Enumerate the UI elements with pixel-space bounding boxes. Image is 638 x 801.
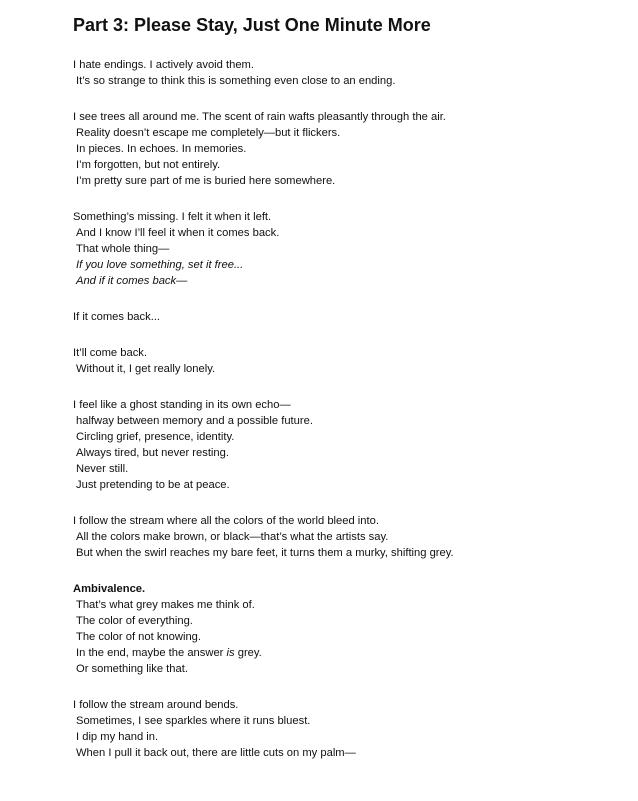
document-body [73, 57, 613, 781]
text-line: But when the swirl reaches my bare feet, it turns them a murky, shifting grey. [76, 547, 454, 559]
text-segment: In the end, maybe the answer [76, 647, 227, 659]
emphasized-word: is [226, 647, 235, 659]
text-line: I see trees all around me. The scent of rain wafts pleasantly through the air. [73, 111, 446, 123]
paragraph [73, 345, 613, 377]
text-line: The color of not knowing. [76, 631, 201, 643]
text-line: Always tired, but never resting. [76, 447, 229, 459]
text-line: I feel like a ghost standing in its own echo— [73, 399, 291, 411]
text-line: All the colors make brown, or black—that’s what the artists say. [76, 531, 389, 543]
paragraph [73, 109, 613, 189]
text-line: Without it, I get really lonely. [76, 363, 216, 375]
paragraph [73, 581, 613, 677]
text-line: Sometimes, I see sparkles where it runs bluest. [76, 715, 311, 727]
text-line: Reality doesn’t escape me completely—but it flickers. [76, 127, 341, 139]
text-line: That’s what grey makes me think of. [76, 599, 255, 611]
paragraph [73, 697, 613, 761]
paragraph [73, 209, 613, 289]
text-line: I follow the stream around bends. [73, 699, 239, 711]
page-title: Part 3: Please Stay, Just One Minute More [73, 15, 431, 35]
text-line: halfway between memory and a possible future. [76, 415, 313, 427]
text-line: That whole thing— [76, 243, 170, 255]
text-line: I follow the stream where all the colors of the world bleed into. [73, 515, 379, 527]
italic-text-line: If you love something, set it free... [76, 259, 244, 271]
italic-text-line: And if it comes back— [76, 275, 188, 287]
text-segment: grey. [234, 647, 262, 659]
text-line: Never still. [76, 463, 129, 475]
text-line: I hate endings. I actively avoid them. [73, 59, 254, 71]
text-line: And I know I’ll feel it when it comes back. [76, 227, 280, 239]
bold-heading-line: Ambivalence. [73, 583, 146, 595]
text-line: It’s so strange to think this is something even close to an ending. [76, 75, 396, 87]
text-line: I’m pretty sure part of me is buried here somewhere. [76, 175, 336, 187]
text-line: If it comes back... [73, 311, 161, 323]
text-line: When I pull it back out, there are little cuts on my palm— [76, 747, 356, 759]
text-line: Or something like that. [76, 663, 188, 675]
text-line [73, 645, 613, 661]
paragraph [73, 397, 613, 493]
text-line: Just pretending to be at peace. [76, 479, 230, 491]
text-line: In pieces. In echoes. In memories. [76, 143, 247, 155]
text-line: I dip my hand in. [76, 731, 159, 743]
paragraph [73, 513, 613, 561]
text-line: I’m forgotten, but not entirely. [76, 159, 221, 171]
paragraph [73, 57, 613, 89]
text-line: Circling grief, presence, identity. [76, 431, 235, 443]
paragraph [73, 309, 613, 325]
text-line: It’ll come back. [73, 347, 147, 359]
text-line: Something’s missing. I felt it when it left. [73, 211, 272, 223]
text-line: The color of everything. [76, 615, 193, 627]
